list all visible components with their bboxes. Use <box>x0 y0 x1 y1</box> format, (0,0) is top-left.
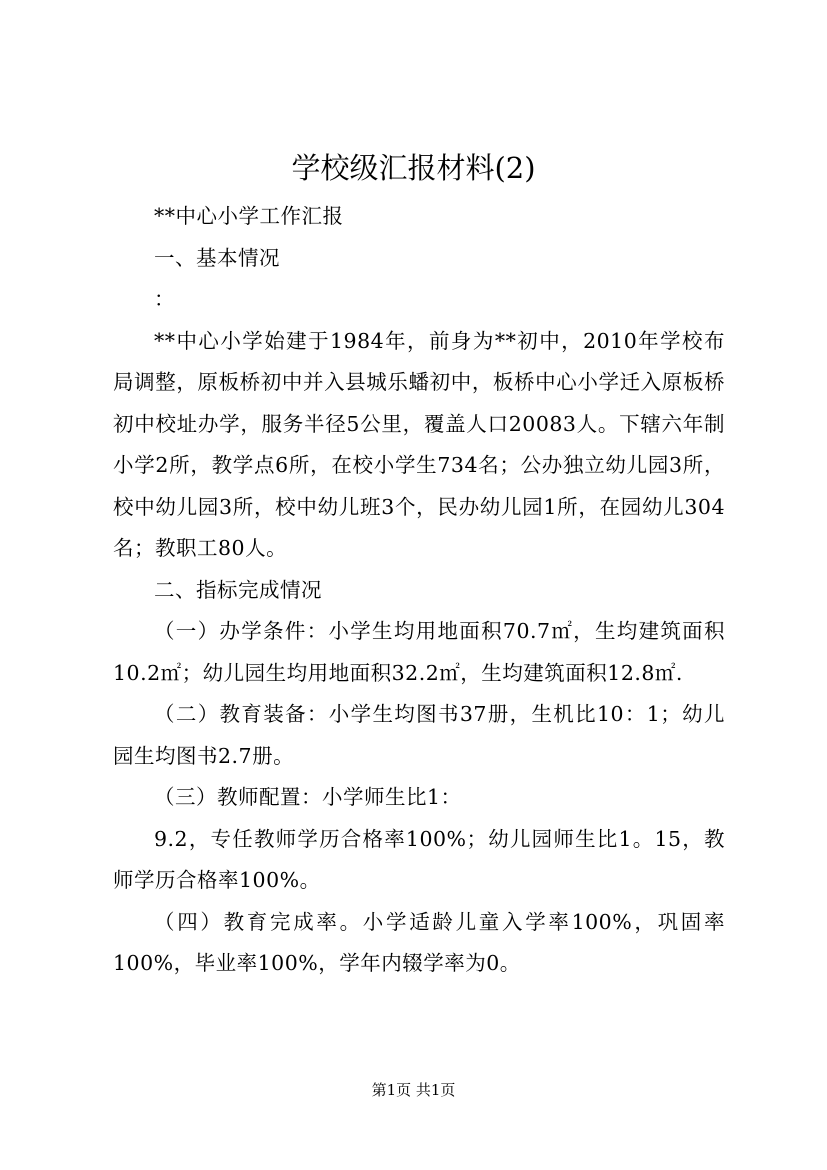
section-heading-basic: 一、基本情况 <box>154 245 280 270</box>
colon-line: ： <box>154 287 175 311</box>
paragraph-equipment: （二）教育装备：小学生均图书37册，生机比10：1；幼儿园生均图书2.7册。 <box>113 702 725 768</box>
document-body <box>113 196 725 985</box>
paragraph-completion-rate: （四）教育完成率。小学适龄儿童入学率100%，巩固率100%，毕业率100%，学年内辍学率为0。 <box>113 909 725 975</box>
paragraph-basic-info: **中心小学始建于1984年，前身为**初中，2010年学校布局调整，原板桥初中并入县城乐蟠初中，板桥中心小学迁入原板桥初中校址办学，服务半径5公里，覆盖人口20083人。下辖六年制小学2所，教学点6所，在校小学生734名；公办独立幼儿园3所，校中幼儿园3所，校中幼儿班3个，民办幼儿园1所，在园幼儿304名；教职工80人。 <box>113 328 725 560</box>
paragraph-teacher-qualification: 9.2，专任教师学历合格率100%；幼儿园师生比1。15，教师学历合格率100%。 <box>113 826 725 892</box>
document-title: 学校级汇报材料(2) <box>291 151 536 185</box>
paragraph-teacher-ratio: （三）教师配置：小学师生比1： <box>154 785 462 809</box>
page-footer: 第1页 共1页 <box>371 1081 456 1099</box>
section-heading-indicators: 二、指标完成情况 <box>154 577 322 602</box>
report-heading: **中心小学工作汇报 <box>154 204 344 228</box>
paragraph-conditions: （一）办学条件：小学生均用地面积70.7㎡，生均建筑面积10.2㎡；幼儿园生均用地面积32.2㎡，生均建筑面积12.8㎡. <box>113 619 725 685</box>
